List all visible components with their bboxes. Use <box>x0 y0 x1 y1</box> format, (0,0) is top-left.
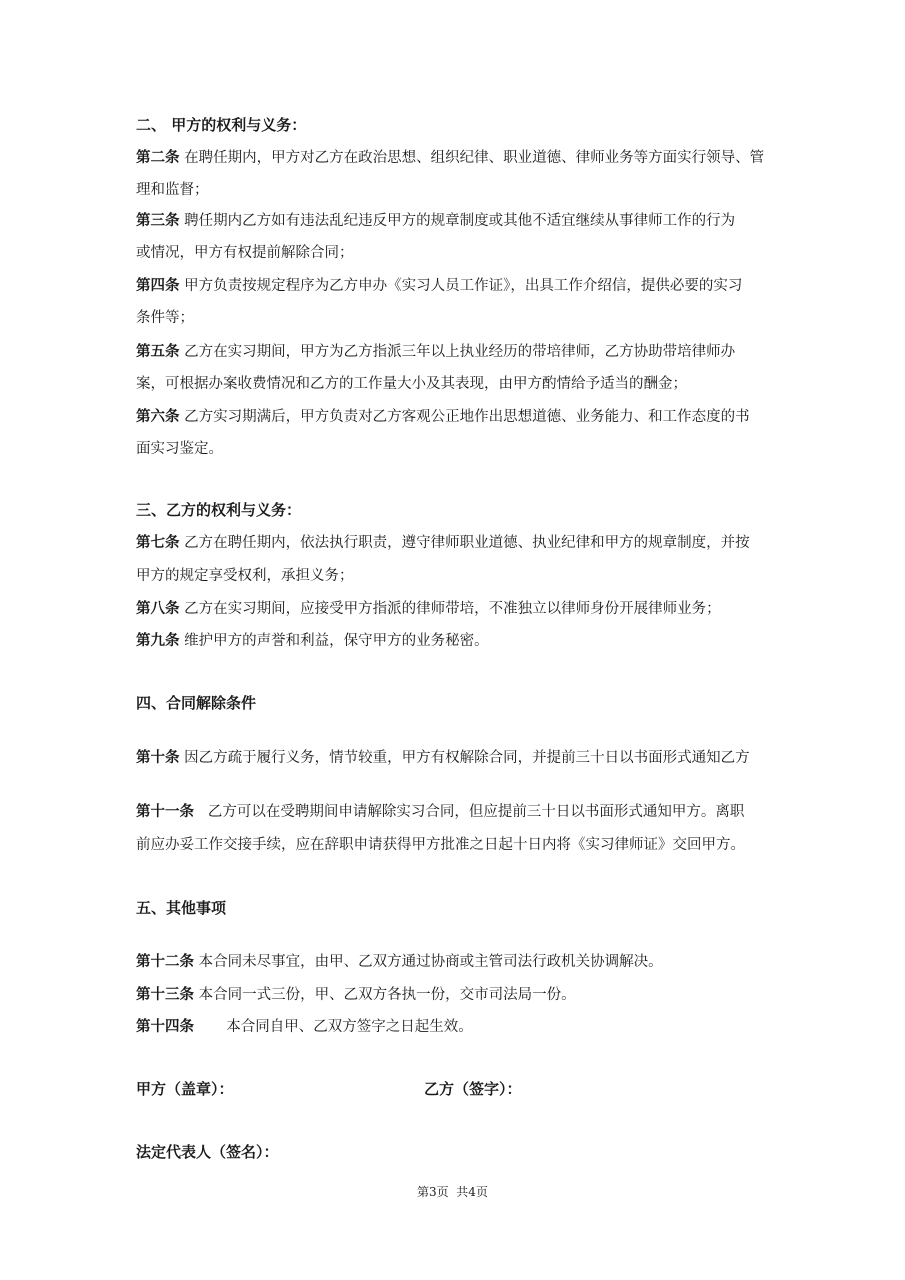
article-6-text: 乙方实习期满后，甲方负责对乙方客观公正地作出思想道德、业务能力、和工作态度的书 <box>179 409 750 425</box>
article-3-line-1 <box>136 209 735 230</box>
article-4-line-1 <box>136 274 742 295</box>
article-11-line-2: 前应办妥工作交接手续，应在辞职申请获得甲方批准之日起十日内将《实习律师证》交回甲方。 <box>136 837 745 853</box>
section-heading-2: 二、 甲方的权利与义务： <box>136 116 307 134</box>
article-10-label: 第十条 <box>136 749 180 766</box>
article-7-line-2: 甲方的规定享受权利，承担义务； <box>136 568 354 584</box>
party-a-signature-label: 甲方（盖章）： <box>136 1080 234 1098</box>
article-2-line-2: 理和监督； <box>136 182 209 198</box>
article-6-label: 第六条 <box>136 408 180 425</box>
article-2-line-1 <box>136 146 764 167</box>
section-heading-4: 四、合同解除条件 <box>136 694 257 712</box>
article-3-text: 聘任期内乙方如有违法乱纪违反甲方的规章制度或其他不适宜继续从事律师工作的行为 <box>179 213 736 229</box>
article-4-line-2: 条件等； <box>136 310 194 326</box>
article-8-line-1 <box>136 597 721 618</box>
article-12-label: 第十二条 <box>136 953 194 970</box>
article-4-text: 甲方负责按规定程序为乙方申办《实习人员工作证》，出具工作介绍信，提供必要的实习 <box>179 278 743 294</box>
article-13-label: 第十三条 <box>136 986 194 1003</box>
article-11-text: 乙方可以在受聘期间申请解除实习合同，但应提前三十日以书面形式通知甲方。离职 <box>194 804 745 820</box>
article-10-line-1 <box>136 746 750 767</box>
article-14-label: 第十四条 <box>136 1018 194 1035</box>
article-9-text: 维护甲方的声誉和利益，保守甲方的业务秘密。 <box>179 633 489 649</box>
article-11-label: 第十一条 <box>136 803 194 820</box>
article-8-text: 乙方在实习期间，应接受甲方指派的律师带培，不准独立以律师身份开展律师业务； <box>179 601 721 617</box>
article-11-line-1 <box>136 800 744 821</box>
article-6-line-1 <box>136 405 750 426</box>
article-9-line-1 <box>136 629 489 650</box>
legal-representative-label: 法定代表人（签名）： <box>136 1143 279 1161</box>
article-13-text: 本合同一式三份，甲、乙双方各执一份，交市司法局一份。 <box>194 987 576 1003</box>
article-14-line-1 <box>136 1015 473 1036</box>
article-12-line-1 <box>136 950 663 971</box>
article-13-line-1 <box>136 983 576 1004</box>
article-8-label: 第八条 <box>136 600 180 617</box>
article-5-text: 乙方在实习期间，甲方为乙方指派三年以上执业经历的带培律师，乙方协助带培律师办 <box>179 344 736 360</box>
article-6-line-2: 面实习鉴定。 <box>136 441 223 457</box>
section-heading-5: 五、其他事项 <box>136 899 227 917</box>
page-number: 第3页 共4页 <box>417 1185 488 1199</box>
article-4-label: 第四条 <box>136 277 180 294</box>
article-3-label: 第三条 <box>136 212 180 229</box>
article-9-label: 第九条 <box>136 632 180 649</box>
article-7-line-1 <box>136 531 750 552</box>
article-2-label: 第二条 <box>136 149 180 166</box>
article-3-line-2: 或情况，甲方有权提前解除合同； <box>136 245 354 261</box>
article-5-line-2: 案，可根据办案收费情况和乙方的工作量大小及其表现，由甲方酌情给予适当的酬金； <box>136 376 687 392</box>
section-heading-3: 三、乙方的权利与义务： <box>136 501 302 519</box>
article-14-text: 本合同自甲、乙双方签字之日起生效。 <box>194 1019 473 1035</box>
article-7-label: 第七条 <box>136 534 180 551</box>
article-12-text: 本合同未尽事宜，由甲、乙双方通过协商或主管司法行政机关协调解决。 <box>194 954 663 970</box>
article-5-line-1 <box>136 340 735 361</box>
article-10-text: 因乙方疏于履行义务，情节较重，甲方有权解除合同，并提前三十日以书面形式通知乙方 <box>179 750 750 766</box>
party-b-signature-label: 乙方（签字）： <box>424 1080 522 1098</box>
article-2-text: 在聘任期内，甲方对乙方在政治思想、组织纪律、职业道德、律师业务等方面实行领导、管 <box>179 150 765 166</box>
article-7-text: 乙方在聘任期内，依法执行职责，遵守律师职业道德、执业纪律和甲方的规章制度，并按 <box>179 535 750 551</box>
article-5-label: 第五条 <box>136 343 180 360</box>
